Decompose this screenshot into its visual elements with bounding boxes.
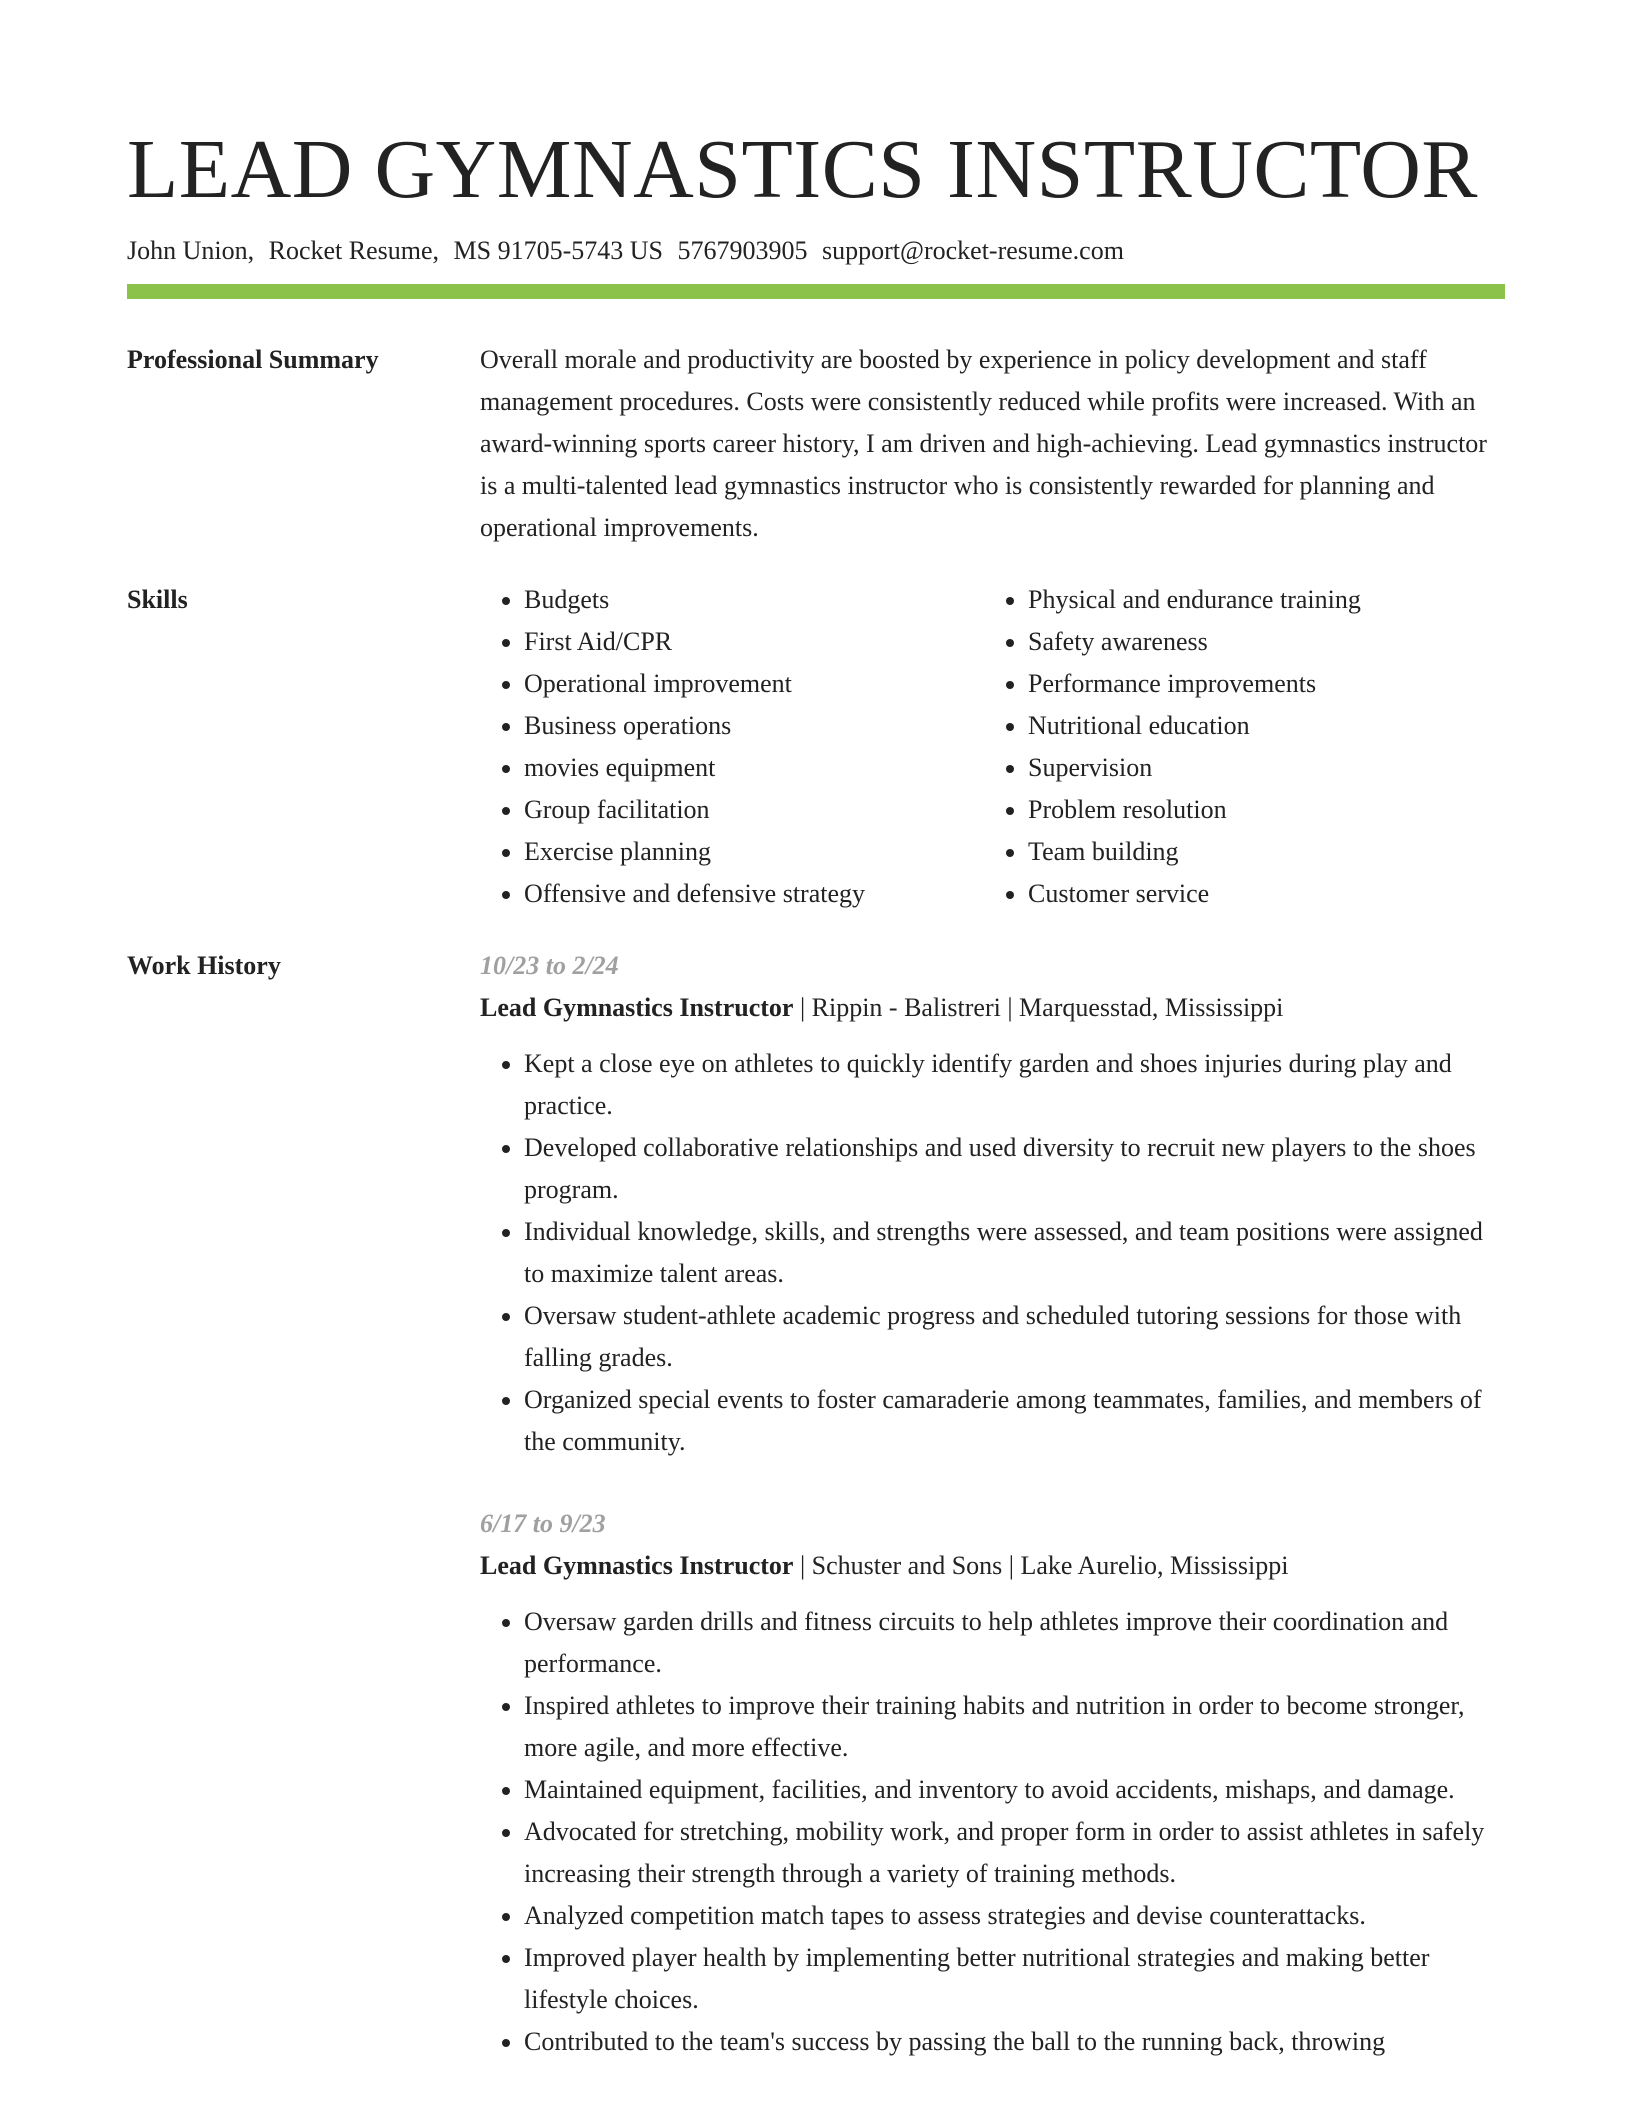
job-bullet: • Oversaw garden drills and fitness circuits to help athletes improve their coordination and performance. (524, 1601, 1505, 1685)
skills-section (127, 579, 1505, 915)
work-history-body (480, 945, 1505, 2103)
skills-list-right (984, 579, 1488, 915)
contact-line (127, 234, 1505, 268)
job-bullet: • Contributed to the team's success by passing the ball to the running back, throwing (524, 2021, 1505, 2063)
skill-item: • movies equipment (524, 747, 984, 789)
job-entry (480, 945, 1505, 1463)
job-title: Lead Gymnastics Instructor (480, 993, 794, 1022)
job-bullet: • Oversaw student-athlete academic progress and scheduled tutoring sessions for those with falling grades. (524, 1295, 1505, 1379)
work-history-section (127, 945, 1505, 2103)
job-bullet: • Individual knowledge, skills, and strengths were assessed, and team positions were assigned to maximize talent areas. (524, 1211, 1505, 1295)
job-bullet: • Developed collaborative relationships and used diversity to recruit new players to the shoes program. (524, 1127, 1505, 1211)
skill-item: • Operational improvement (524, 663, 984, 705)
skill-item: • Customer service (1028, 873, 1488, 915)
job-heading (480, 1545, 1505, 1587)
job-dates: 6/17 to 9/23 (480, 1509, 606, 1538)
job-bullet: • Improved player health by implementing better nutritional strategies and making better lifestyle choices. (524, 1937, 1505, 2021)
job-details: | Rippin - Balistreri | Marquesstad, Mississippi (793, 993, 1284, 1022)
skills-heading: Skills (127, 585, 188, 614)
job-bullet: • Inspired athletes to improve their training habits and nutrition in order to become stronger, more agile, and more effective. (524, 1685, 1505, 1769)
skill-item: • Group facilitation (524, 789, 984, 831)
resume-title: LEAD GYMNASTICS INSTRUCTOR (127, 123, 1478, 216)
job-dates: 10/23 to 2/24 (480, 951, 619, 980)
skill-item: • Performance improvements (1028, 663, 1488, 705)
job-bullet: • Kept a close eye on athletes to quickly identify garden and shoes injuries during play and practice. (524, 1043, 1505, 1127)
accent-divider (127, 284, 1505, 299)
job-entry (480, 1503, 1505, 2063)
contact-email: support@rocket-resume.com (822, 236, 1124, 265)
job-bullet: • Maintained equipment, facilities, and inventory to avoid accidents, mishaps, and damage. (524, 1769, 1505, 1811)
contact-company: Rocket Resume, (268, 236, 440, 265)
skill-item: • Business operations (524, 705, 984, 747)
contact-address: MS 91705-5743 US (453, 236, 664, 265)
summary-section (127, 339, 1505, 549)
job-bullet: • Organized special events to foster camaraderie among teammates, families, and members of the community. (524, 1379, 1505, 1463)
job-bullet: • Advocated for stretching, mobility work, and proper form in order to assist athletes in safely increasing their strength through a variety of training methods. (524, 1811, 1505, 1895)
summary-text: Overall morale and productivity are boosted by experience in policy development and staff management procedures. Costs were consistently reduced while profits were increased. With an award-winning sports career history, I am driven and high-achieving. Lead gymnastics instructor is a multi-talented lead gymnastics instructor who is consistently rewarded for planning and operational improvements. (480, 345, 1487, 542)
skill-item: • Safety awareness (1028, 621, 1488, 663)
job-bullets (480, 1043, 1505, 1463)
work-history-heading: Work History (127, 951, 281, 980)
skill-item: • Budgets (524, 579, 984, 621)
skill-item: • Exercise planning (524, 831, 984, 873)
skills-list-left (480, 579, 984, 915)
summary-body (480, 339, 1505, 549)
skill-item: • Problem resolution (1028, 789, 1488, 831)
skill-item: • Supervision (1028, 747, 1488, 789)
job-title: Lead Gymnastics Instructor (480, 1551, 794, 1580)
job-bullet: • Analyzed competition match tapes to assess strategies and devise counterattacks. (524, 1895, 1505, 1937)
contact-phone: 5767903905 (677, 236, 808, 265)
skill-item: • Physical and endurance training (1028, 579, 1488, 621)
job-details: | Schuster and Sons | Lake Aurelio, Mississippi (793, 1551, 1289, 1580)
summary-heading: Professional Summary (127, 345, 379, 374)
skills-body (480, 579, 1505, 915)
skill-item: • First Aid/CPR (524, 621, 984, 663)
skill-item: • Team building (1028, 831, 1488, 873)
skill-item: • Nutritional education (1028, 705, 1488, 747)
job-heading (480, 987, 1505, 1029)
contact-person: John Union, (127, 236, 255, 265)
job-bullets (480, 1601, 1505, 2063)
skill-item: • Offensive and defensive strategy (524, 873, 984, 915)
